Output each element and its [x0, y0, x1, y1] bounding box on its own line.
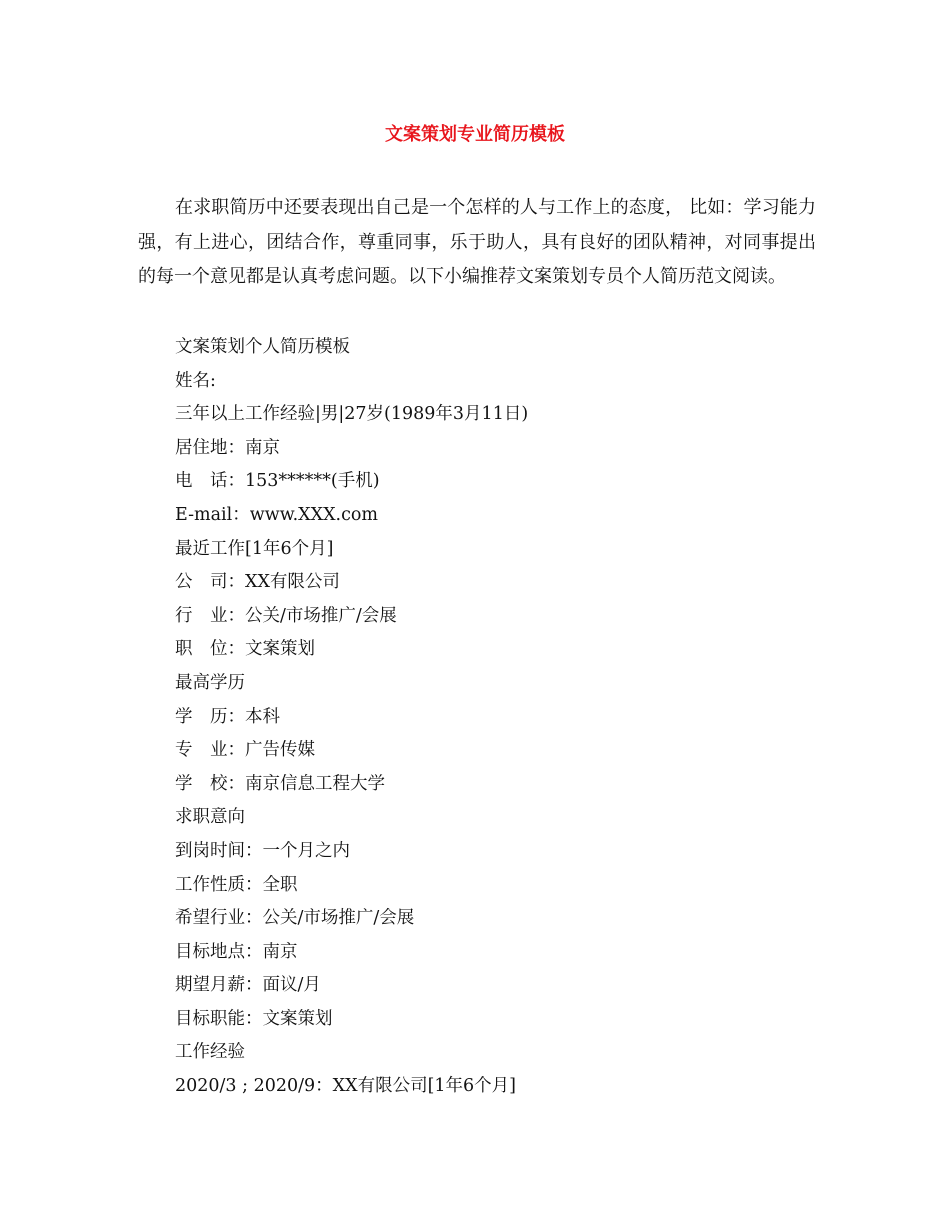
recent-work-heading: 最近工作[1年6个月]: [175, 538, 334, 559]
residence-field: 居住地：南京: [175, 437, 280, 458]
position-field: 职 位：文案策划: [175, 639, 315, 660]
target-function-field: 目标职能：文案策划: [175, 1008, 333, 1029]
resume-lines: [175, 331, 815, 1104]
work-experience-entry: 2020/3 ; 2020/9：XX有限公司[1年6个月]: [175, 1076, 516, 1097]
experience-summary: 三年以上工作经验|男|27岁(1989年3月11日): [175, 404, 529, 425]
job-type-field: 工作性质：全职: [175, 874, 298, 895]
intro-paragraph: 在求职简历中还要表现出自己是一个怎样的人与工作上的态度， 比如：学习能力强，有上进心，团结合作，尊重同事，乐于助人，具有良好的团队精神，对同事提出的每一个意见都是认真考虑问题。以下小编推荐文案策划专员个人简历范文阅读。: [138, 197, 816, 287]
email-field: E-mail：www.XXX.com: [175, 504, 379, 525]
work-experience-heading: 工作经验: [175, 1042, 245, 1063]
industry-field: 行 业：公关/市场推广/会展: [175, 605, 397, 626]
phone-field: 电 话：153******(手机): [175, 471, 380, 492]
start-time-field: 到岗时间：一个月之内: [175, 840, 350, 861]
degree-field: 学 历：本科: [175, 706, 280, 727]
job-intention-heading: 求职意向: [175, 807, 245, 828]
target-location-field: 目标地点：南京: [175, 941, 298, 962]
education-heading: 最高学历: [175, 672, 245, 693]
major-field: 专 业：广告传媒: [175, 740, 315, 761]
company-field: 公 司：XX有限公司: [175, 572, 340, 593]
resume-heading: 文案策划个人简历模板: [175, 337, 350, 357]
desired-industry-field: 希望行业：公关/市场推广/会展: [175, 908, 415, 929]
school-field: 学 校：南京信息工程大学: [175, 773, 385, 794]
expected-salary-field: 期望月薪：面议/月: [175, 975, 321, 996]
document-title: 文案策划专业简历模板: [385, 124, 565, 145]
name-field: 姓名:: [175, 370, 216, 391]
